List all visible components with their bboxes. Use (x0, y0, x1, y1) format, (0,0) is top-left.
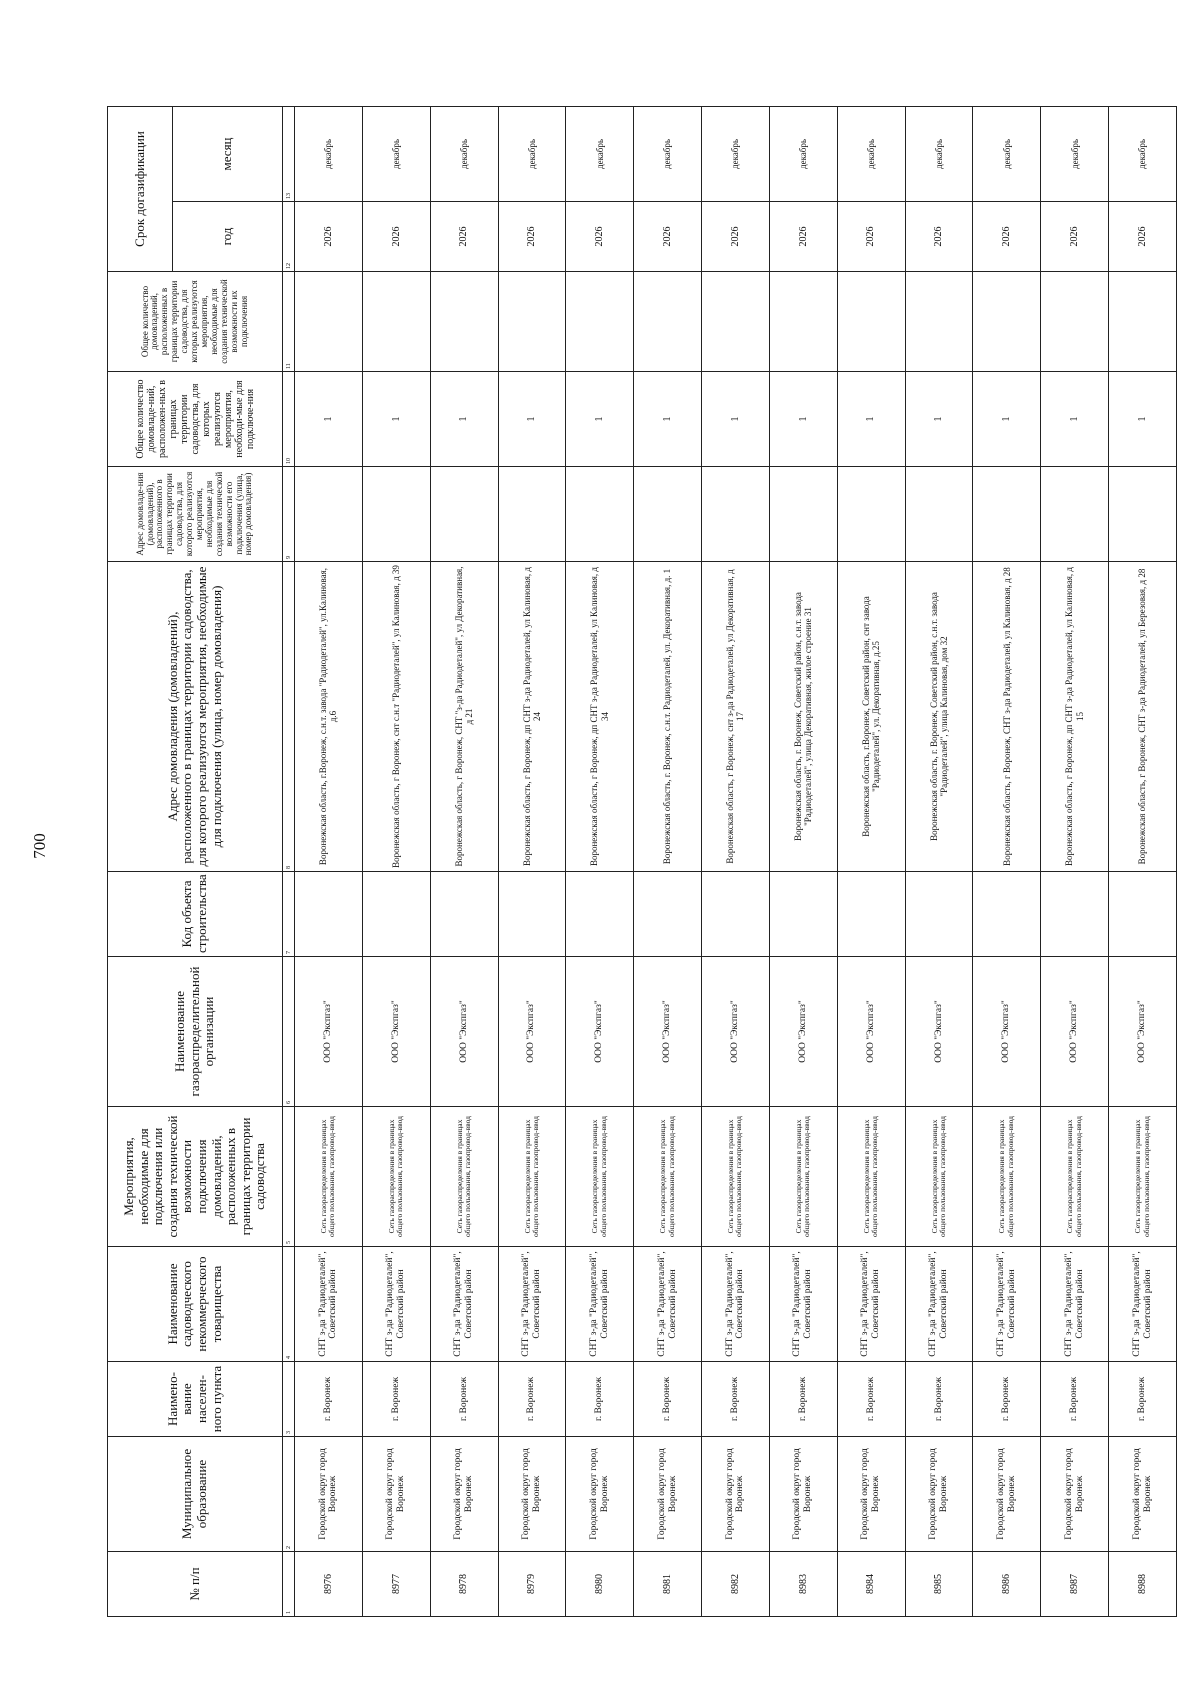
municipality-cell: Городской округ город Воронеж (702, 1437, 770, 1552)
month-cell: декабрь (837, 107, 905, 202)
year-cell: 2026 (498, 202, 566, 272)
month-cell: декабрь (430, 107, 498, 202)
snt-cell: СНТ з-да "Радиодеталей", Советский район (362, 1247, 430, 1362)
gas-org-cell: ООО "Экспгаз" (1109, 957, 1177, 1107)
gas-org-cell: ООО "Экспгаз" (362, 957, 430, 1107)
measures-cell: Сеть газораспределения в границах общего пользования, газопровод-ввод (837, 1107, 905, 1247)
count-cell: 1 (362, 372, 430, 467)
measures-cell: Сеть газораспределения в границах общего пользования, газопровод-ввод (295, 1107, 363, 1247)
address-tech-cell (362, 467, 430, 562)
gas-org-cell: ООО "Экспгаз" (566, 957, 634, 1107)
count-cell: 1 (837, 372, 905, 467)
object-code-cell (769, 872, 837, 957)
snt-cell: СНТ з-да "Радиодеталей", Советский район (905, 1247, 973, 1362)
column-number: 1 (283, 1552, 295, 1617)
gas-org-cell: ООО "Экспгаз" (430, 957, 498, 1107)
row-number: 8982 (702, 1552, 770, 1617)
municipality-cell: Городской округ город Воронеж (566, 1437, 634, 1552)
measures-cell: Сеть газораспределения в границах общего пользования, газопровод-ввод (905, 1107, 973, 1247)
gas-org-cell: ООО "Экспгаз" (769, 957, 837, 1107)
municipality-cell: Городской округ город Воронеж (362, 1437, 430, 1552)
count-cell: 1 (702, 372, 770, 467)
address-cell: Воронежская область, г. Воронеж, Советский район, с.н.т. завода "Радиодеталей", улица Декоративная, жилое строение 31 (769, 562, 837, 872)
month-cell: декабрь (1041, 107, 1109, 202)
header-year: год (173, 202, 283, 272)
count-tech-cell (702, 272, 770, 372)
table-row (702, 107, 770, 1617)
settlement-cell: г. Воронеж (498, 1362, 566, 1437)
object-code-cell (634, 872, 702, 957)
measures-cell: Сеть газораспределения в границах общего пользования, газопровод-ввод (634, 1107, 702, 1247)
address-tech-cell (837, 467, 905, 562)
table-row (634, 107, 702, 1617)
address-tech-cell (973, 467, 1041, 562)
year-cell: 2026 (362, 202, 430, 272)
table-row (498, 107, 566, 1617)
municipality-cell: Городской округ город Воронеж (837, 1437, 905, 1552)
table-body (295, 107, 1177, 1617)
measures-cell: Сеть газораспределения в границах общего пользования, газопровод-ввод (1109, 1107, 1177, 1247)
object-code-cell (566, 872, 634, 957)
address-tech-cell (295, 467, 363, 562)
address-cell: Воронежская область, г Воронеж, СНТ "з-да Радиодеталей", ул Декоративная, д 21 (430, 562, 498, 872)
settlement-cell: г. Воронеж (430, 1362, 498, 1437)
gas-org-cell: ООО "Экспгаз" (837, 957, 905, 1107)
address-cell: Воронежская область, г Воронеж, СНТ з-да Радиодеталей, ул Калиновая, д 28 (973, 562, 1041, 872)
table-row (1041, 107, 1109, 1617)
municipality-cell: Городской округ город Воронеж (905, 1437, 973, 1552)
municipality-cell: Городской округ город Воронеж (295, 1437, 363, 1552)
row-number: 8983 (769, 1552, 837, 1617)
column-number: 7 (283, 872, 295, 957)
object-code-cell (1109, 872, 1177, 957)
address-cell: Воронежская область, г Воронеж, дп СНТ з-да Радиодеталей, ул Калиновая, д 15 (1041, 562, 1109, 872)
address-tech-cell (769, 467, 837, 562)
settlement-cell: г. Воронеж (837, 1362, 905, 1437)
month-cell: декабрь (634, 107, 702, 202)
year-cell: 2026 (702, 202, 770, 272)
row-number: 8976 (295, 1552, 363, 1617)
column-number: 3 (283, 1362, 295, 1437)
rotated-table-container (107, 107, 1177, 1617)
month-cell: декабрь (498, 107, 566, 202)
municipality-cell: Городской округ город Воронеж (634, 1437, 702, 1552)
year-cell: 2026 (1041, 202, 1109, 272)
municipality-cell: Городской округ город Воронеж (769, 1437, 837, 1552)
year-cell: 2026 (634, 202, 702, 272)
address-cell: Воронежская область, г Воронеж, дп СНТ з-да Радиодеталей, ул Калиновая, д 24 (498, 562, 566, 872)
year-cell: 2026 (769, 202, 837, 272)
count-tech-cell (634, 272, 702, 372)
gas-org-cell: ООО "Экспгаз" (295, 957, 363, 1107)
measures-cell: Сеть газораспределения в границах общего пользования, газопровод-ввод (362, 1107, 430, 1247)
row-number: 8981 (634, 1552, 702, 1617)
count-cell: 1 (973, 372, 1041, 467)
measures-cell: Сеть газораспределения в границах общего пользования, газопровод-ввод (1041, 1107, 1109, 1247)
snt-cell: СНТ з-да "Радиодеталей", Советский район (973, 1247, 1041, 1362)
year-cell: 2026 (1109, 202, 1177, 272)
snt-cell: СНТ з-да "Радиодеталей", Советский район (1041, 1247, 1109, 1362)
gas-org-cell: ООО "Экспгаз" (1041, 957, 1109, 1107)
header-gas-org: Наименование газораспределительной организации (108, 957, 283, 1107)
count-cell: 1 (566, 372, 634, 467)
snt-cell: СНТ з-да "Радиодеталей", Советский район (702, 1247, 770, 1362)
snt-cell: СНТ з-да "Радиодеталей", Советский район (498, 1247, 566, 1362)
month-cell: декабрь (1109, 107, 1177, 202)
municipality-cell: Городской округ город Воронеж (973, 1437, 1041, 1552)
header-settlement: Наимено-вание населен-ного пункта (108, 1362, 283, 1437)
address-cell: Воронежская область, г.Воронеж, Советский район, снт завода "Радиодеталей", ул. Декоративная, д.25 (837, 562, 905, 872)
object-code-cell (973, 872, 1041, 957)
year-cell: 2026 (905, 202, 973, 272)
count-tech-cell (566, 272, 634, 372)
count-tech-cell (1041, 272, 1109, 372)
settlement-cell: г. Воронеж (702, 1362, 770, 1437)
year-cell: 2026 (430, 202, 498, 272)
count-tech-cell (1109, 272, 1177, 372)
settlement-cell: г. Воронеж (1109, 1362, 1177, 1437)
address-tech-cell (566, 467, 634, 562)
address-cell: Воронежская область, г. Воронеж, Советский район, с.н.т. завода "Радиодеталей", улица Калиновая, дом 32 (905, 562, 973, 872)
gas-org-cell: ООО "Экспгаз" (498, 957, 566, 1107)
settlement-cell: г. Воронеж (295, 1362, 363, 1437)
address-tech-cell (498, 467, 566, 562)
snt-cell: СНТ з-да "Радиодеталей", Советский район (430, 1247, 498, 1362)
measures-cell: Сеть газораспределения в границах общего пользования, газопровод-ввод (498, 1107, 566, 1247)
snt-cell: СНТ з-да "Радиодеталей", Советский район (566, 1247, 634, 1362)
count-cell: 1 (1109, 372, 1177, 467)
header-municipality: Муниципальное образование (108, 1437, 283, 1552)
table-row (362, 107, 430, 1617)
settlement-cell: г. Воронеж (973, 1362, 1041, 1437)
table-row (769, 107, 837, 1617)
gas-org-cell: ООО "Экспгаз" (973, 957, 1041, 1107)
count-cell: 1 (430, 372, 498, 467)
municipality-cell: Городской округ город Воронеж (1041, 1437, 1109, 1552)
column-number: 11 (283, 272, 295, 372)
column-number: 10 (283, 372, 295, 467)
address-cell: Воронежская область, г. Воронеж, с.н.т. Радиодеталей, ул. Декоративная, д. 1 (634, 562, 702, 872)
count-tech-cell (498, 272, 566, 372)
table-row (295, 107, 363, 1617)
object-code-cell (1041, 872, 1109, 957)
month-cell: декабрь (566, 107, 634, 202)
measures-cell: Сеть газораспределения в границах общего пользования, газопровод-ввод (973, 1107, 1041, 1247)
header-row (108, 107, 173, 1617)
year-cell: 2026 (295, 202, 363, 272)
column-number-row (283, 107, 295, 1617)
count-cell: 1 (769, 372, 837, 467)
gas-org-cell: ООО "Экспгаз" (634, 957, 702, 1107)
settlement-cell: г. Воронеж (566, 1362, 634, 1437)
column-number: 13 (283, 107, 295, 202)
snt-cell: СНТ з-да "Радиодеталей", Советский район (295, 1247, 363, 1362)
snt-cell: СНТ з-да "Радиодеталей", Советский район (769, 1247, 837, 1362)
row-number: 8987 (1041, 1552, 1109, 1617)
row-number: 8986 (973, 1552, 1041, 1617)
header-count: Общее количество домовладе-ний, расположен-ных в границах территории садоводства, для которых реализуются мероприятия, необходи-мые для подключе-ния (108, 372, 283, 467)
count-tech-cell (430, 272, 498, 372)
column-number: 9 (283, 467, 295, 562)
header-month: месяц (173, 107, 283, 202)
row-number: 8988 (1109, 1552, 1177, 1617)
address-tech-cell (905, 467, 973, 562)
address-cell: Воронежская область, г Воронеж, дп СНТ з-да Радиодеталей, ул Калиновая, д 34 (566, 562, 634, 872)
address-tech-cell (634, 467, 702, 562)
year-cell: 2026 (566, 202, 634, 272)
snt-cell: СНТ з-да "Радиодеталей", Советский район (837, 1247, 905, 1362)
header-measures: Мероприятия, необходимые для подключения или создания технической возможности подключения домовладений, расположенных в границах территории садоводства (108, 1107, 283, 1247)
gas-org-cell: ООО "Экспгаз" (905, 957, 973, 1107)
count-tech-cell (295, 272, 363, 372)
month-cell: декабрь (905, 107, 973, 202)
column-number: 2 (283, 1437, 295, 1552)
table-row (566, 107, 634, 1617)
municipality-cell: Городской округ город Воронеж (498, 1437, 566, 1552)
settlement-cell: г. Воронеж (1041, 1362, 1109, 1437)
count-cell: 1 (1041, 372, 1109, 467)
settlement-cell: г. Воронеж (362, 1362, 430, 1437)
address-cell: Воронежская область, г.Воронеж, с.н.т. завода "Радиодеталей", ул.Калиновая, д.6 (295, 562, 363, 872)
settlement-cell: г. Воронеж (905, 1362, 973, 1437)
header-n: № п/п (108, 1552, 283, 1617)
municipality-cell: Городской округ город Воронеж (1109, 1437, 1177, 1552)
address-tech-cell (1041, 467, 1109, 562)
year-cell: 2026 (973, 202, 1041, 272)
count-tech-cell (769, 272, 837, 372)
object-code-cell (702, 872, 770, 957)
header-count-tech: Общее количество домовладений, расположенных в границах территории садоводства, для которых реализуются мероприятия, необходимые для создания технической возможности их подключения (108, 272, 283, 372)
address-tech-cell (430, 467, 498, 562)
address-cell: Воронежская область, г Воронеж, СНТ з-да Радиодеталей, ул Березовая, д 28 (1109, 562, 1177, 872)
measures-cell: Сеть газораспределения в границах общего пользования, газопровод-ввод (566, 1107, 634, 1247)
object-code-cell (430, 872, 498, 957)
gas-org-cell: ООО "Экспгаз" (702, 957, 770, 1107)
row-number: 8978 (430, 1552, 498, 1617)
gasification-table (107, 106, 1177, 1617)
settlement-cell: г. Воронеж (769, 1362, 837, 1437)
object-code-cell (295, 872, 363, 957)
month-cell: декабрь (362, 107, 430, 202)
header-address: Адрес домовладения (домовладений), расположенного в границах территории садоводства, для которого реализуются мероприятия, необходимые для подключения (улица, номер домовладения) (108, 562, 283, 872)
measures-cell: Сеть газораспределения в границах общего пользования, газопровод-ввод (430, 1107, 498, 1247)
header-object-code: Код объекта строительства (108, 872, 283, 957)
count-tech-cell (362, 272, 430, 372)
row-number: 8977 (362, 1552, 430, 1617)
month-cell: декабрь (295, 107, 363, 202)
table-row (973, 107, 1041, 1617)
month-cell: декабрь (702, 107, 770, 202)
count-tech-cell (905, 272, 973, 372)
column-number: 5 (283, 1107, 295, 1247)
snt-cell: СНТ з-да "Радиодеталей", Советский район (1109, 1247, 1177, 1362)
column-number: 6 (283, 957, 295, 1107)
month-cell: декабрь (769, 107, 837, 202)
snt-cell: СНТ з-да "Радиодеталей", Советский район (634, 1247, 702, 1362)
address-cell: Воронежская область, г Воронеж, снт с.н.т "Радиодеталей", ул Калиновая, д 39 (362, 562, 430, 872)
row-number: 8984 (837, 1552, 905, 1617)
count-cell: 1 (498, 372, 566, 467)
column-number: 12 (283, 202, 295, 272)
column-number: 4 (283, 1247, 295, 1362)
row-number: 8985 (905, 1552, 973, 1617)
row-number: 8980 (566, 1552, 634, 1617)
header-address-tech: Адрес домовладе-ния (домовладений), расположенного в границах территории садоводства, для которого реализуются мероприятия, необходимые для создания технической возможности его подключения (улица, номер домовладения) (108, 467, 283, 562)
measures-cell: Сеть газораспределения в границах общего пользования, газопровод-ввод (769, 1107, 837, 1247)
measures-cell: Сеть газораспределения в границах общего пользования, газопровод-ввод (702, 1107, 770, 1247)
column-number: 8 (283, 562, 295, 872)
row-number: 8979 (498, 1552, 566, 1617)
year-cell: 2026 (837, 202, 905, 272)
settlement-cell: г. Воронеж (634, 1362, 702, 1437)
table-row (905, 107, 973, 1617)
object-code-cell (362, 872, 430, 957)
object-code-cell (905, 872, 973, 957)
count-cell: 1 (295, 372, 363, 467)
table-row (430, 107, 498, 1617)
address-tech-cell (1109, 467, 1177, 562)
object-code-cell (837, 872, 905, 957)
month-cell: декабрь (973, 107, 1041, 202)
count-tech-cell (837, 272, 905, 372)
header-deadline: Срок догазификации (108, 107, 173, 272)
table-row (837, 107, 905, 1617)
object-code-cell (498, 872, 566, 957)
address-cell: Воронежская область, г Воронеж, снт з-да Радиодеталей, ул Декоративная, д 17 (702, 562, 770, 872)
address-tech-cell (702, 467, 770, 562)
count-cell: 1 (905, 372, 973, 467)
header-snt: Наименование садоводческого некоммерческого товарищества (108, 1247, 283, 1362)
count-cell: 1 (634, 372, 702, 467)
municipality-cell: Городской округ город Воронеж (430, 1437, 498, 1552)
table-row (1109, 107, 1177, 1617)
count-tech-cell (973, 272, 1041, 372)
page-number: 700 (30, 833, 49, 859)
